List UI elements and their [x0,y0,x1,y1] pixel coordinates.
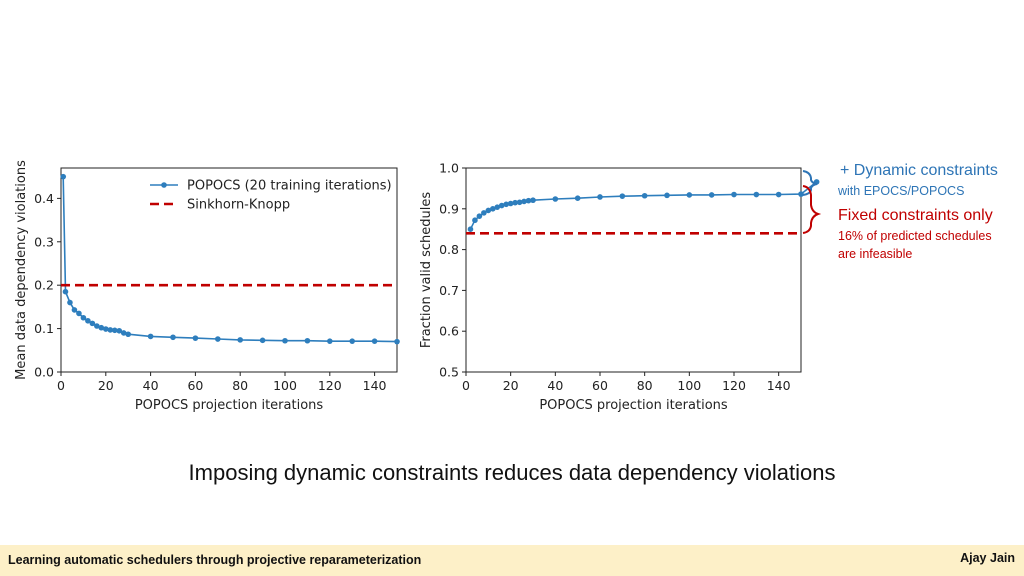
y-tick-label: 0.5 [439,364,459,380]
y-tick-label: 0.7 [439,282,459,298]
x-tick-label: 100 [677,378,702,393]
data-point [193,335,199,341]
data-point [530,197,536,203]
y-tick-label: 0.1 [34,321,54,337]
brace-red [803,186,818,233]
footer-bar [0,545,1024,576]
data-point [260,338,266,344]
data-point [237,337,243,343]
x-tick-label: 80 [232,378,249,393]
data-point [620,193,626,199]
infeasible-note-line1: 16% of predicted schedules [838,229,992,243]
x-tick-label: 120 [722,378,746,393]
data-point [215,336,221,342]
slide-caption: Imposing dynamic constraints reduces data dependency violations [188,460,836,485]
data-point [349,338,355,344]
data-point [305,338,311,344]
data-point [63,289,69,295]
chart-1 [14,160,400,413]
data-point [372,338,378,344]
y-tick-label: 0.9 [439,201,459,217]
y-tick-label: 0.0 [34,364,54,380]
data-point [709,192,715,198]
data-point [687,192,693,198]
data-point [327,338,333,344]
data-point [477,213,483,219]
infeasible-note-line2: are infeasible [838,247,913,261]
x-tick-label: 20 [502,378,519,393]
x-tick-label: 40 [547,378,564,393]
data-point [553,196,559,202]
fixed-constraints-label: Fixed constraints only [838,207,993,224]
data-point [76,311,82,317]
chart-2 [419,161,819,414]
footer-title: Learning automatic schedulers through projective reparameterization [8,553,422,567]
x-axis-label: POPOCS projection iterations [134,398,324,413]
x-tick-label: 0 [57,378,65,393]
legend-marker [161,182,167,188]
legend-label: POPOCS (20 training iterations) [187,178,392,194]
data-point [148,334,154,340]
y-tick-label: 0.6 [439,323,459,339]
data-point [282,338,288,344]
data-point [125,331,131,337]
y-tick-label: 1.0 [439,160,459,176]
data-point [394,339,400,345]
footer-author: Ajay Jain [960,551,1015,565]
y-axis-label: Mean data dependency violations [14,160,29,380]
x-tick-label: 140 [362,378,387,393]
data-point [67,300,73,306]
x-axis-label: POPOCS projection iterations [539,398,728,413]
data-point [754,192,760,198]
x-tick-label: 120 [317,378,342,393]
data-point [664,193,670,199]
x-tick-label: 100 [273,378,297,393]
dynamic-constraints-label: + Dynamic constraints [840,162,998,179]
y-tick-label: 0.2 [34,277,54,293]
legend-label: Sinkhorn-Knopp [187,197,291,213]
epocs-popocs-label: with EPOCS/POPOCS [838,184,965,198]
x-tick-label: 0 [462,378,470,393]
data-point [72,307,78,313]
x-tick-label: 60 [187,378,204,393]
popocs-line [471,182,817,229]
data-point [170,334,176,340]
data-point [776,192,782,198]
data-point [597,194,603,200]
x-tick-label: 40 [142,378,159,393]
y-axis-label: Fraction valid schedules [419,191,434,349]
x-tick-label: 20 [97,378,114,393]
y-tick-label: 0.8 [439,242,459,258]
y-tick-label: 0.4 [34,190,54,206]
x-tick-label: 140 [766,378,791,393]
data-point [468,226,474,232]
data-point [731,192,737,198]
data-point [472,217,478,223]
data-point [575,195,581,201]
y-tick-label: 0.3 [34,234,54,250]
data-point [642,193,648,199]
data-point [60,174,66,180]
x-tick-label: 60 [592,378,608,393]
plot-frame [466,168,801,372]
x-tick-label: 80 [636,378,653,393]
